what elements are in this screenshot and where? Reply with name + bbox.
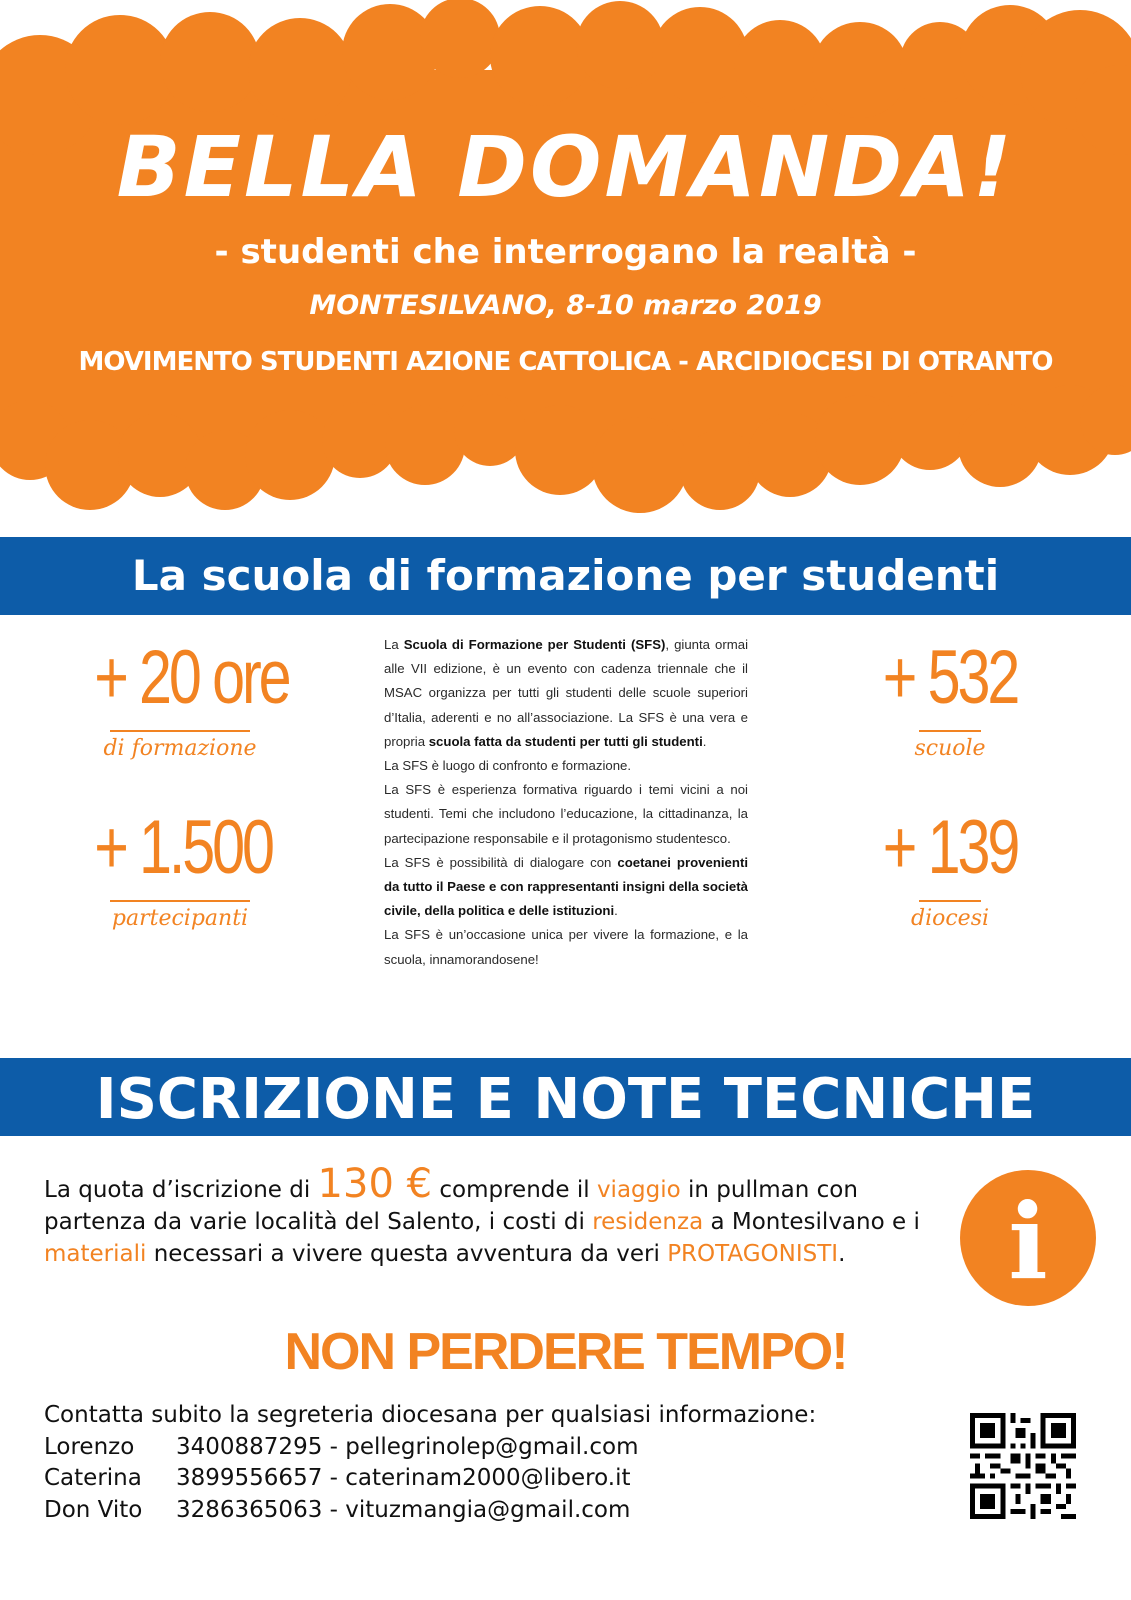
call-to-action: NON PERDERE TEMPO! (284, 1323, 847, 1381)
contact-details[interactable]: 3400887295 - pellegrinolep@gmail.com (176, 1433, 639, 1460)
text-bold: coetanei provenienti da tutto il Paese e con rappresentanti insigni della società civile, della politica e delle istituzioni (384, 854, 748, 919)
stat-schools (845, 635, 1055, 761)
keyword-travel: viaggio (596, 1177, 681, 1203)
stat-caption: diocesi (910, 906, 990, 931)
info-icon: i (960, 1170, 1096, 1306)
description-paragraph: La SFS è esperienza formativa riguardo i temi vicini a noi studenti. Temi che includono l’educazione, la cittadinanza, la partecipazione responsabile e il protagonismo studentesco. (384, 782, 748, 846)
text-span: La quota d’iscrizione di (44, 1177, 318, 1203)
text-span: a Montesilvano e i (703, 1209, 920, 1235)
stat-value: + 532 (882, 635, 1018, 720)
contact-row (44, 1432, 944, 1464)
school-section-heading: La scuola di formazione per studenti (0, 537, 1131, 615)
stat-value: + 20 ore (94, 635, 289, 720)
stat-caption: di formazione (103, 736, 257, 761)
stat-participants (70, 805, 290, 931)
contact-name: Don Vito (44, 1496, 143, 1523)
keyword-residence: residenza (592, 1209, 704, 1235)
text-span: . (838, 1241, 846, 1267)
text-bold: scuola fatta da studenti per tutti gli studenti (428, 733, 703, 749)
contact-name: Lorenzo (44, 1433, 135, 1460)
divider (919, 730, 981, 732)
school-description (384, 633, 748, 972)
stat-hours (70, 635, 290, 761)
qr-code-icon[interactable] (970, 1413, 1076, 1519)
stat-caption: partecipanti (111, 906, 249, 931)
registration-heading: ISCRIZIONE E NOTE TECNICHE (0, 1058, 1131, 1136)
divider (110, 900, 250, 902)
event-subtitle: - studenti che interrogano la realtà - (214, 232, 917, 272)
description-paragraph: La SFS è luogo di confronto e formazione. (384, 758, 632, 774)
event-dates: MONTESILVANO, 8-10 marzo 2019 (309, 290, 822, 321)
text-span: , giunta ormai alle VII edizione, è un evento con cadenza triennale che il MSAC organizza per tutti gli studenti delle scuole superiori d’Italia, aderenti e no all’associazione. La SFS è una vera e propria (384, 637, 748, 749)
text-span: La (384, 637, 404, 652)
text-span: comprende il (432, 1177, 597, 1203)
stat-caption: scuole (914, 736, 986, 761)
contacts-intro: Contatta subito la segreteria diocesana per qualsiasi informazione: (44, 1402, 817, 1428)
keyword-protagonists: PROTAGONISTI (667, 1241, 839, 1267)
contact-name: Caterina (44, 1465, 142, 1491)
text-span: . (702, 733, 707, 749)
text-span: La SFS è possibilità di dialogare con (384, 854, 618, 870)
text-span: necessari a vivere questa avventura da veri (146, 1241, 668, 1267)
divider (919, 900, 981, 902)
description-paragraph (384, 851, 748, 924)
stat-value: + 1.500 (94, 805, 272, 890)
stat-value: + 139 (882, 805, 1018, 890)
keyword-materials: materiali (44, 1241, 147, 1267)
text-bold: Scuola di Formazione per Studenti (SFS) (403, 637, 666, 652)
contact-details[interactable]: 3286365063 - vituzmangia@gmail.com (176, 1496, 631, 1523)
price: 130 € (317, 1161, 433, 1207)
divider (110, 730, 250, 732)
registration-text (44, 1161, 944, 1270)
contacts-block (44, 1400, 944, 1526)
text-span: in pullman con partenza da varie località del Salento, i costi di (44, 1177, 858, 1235)
contact-details[interactable]: 3899556657 - caterinam2000@libero.it (176, 1465, 631, 1491)
description-paragraph: La SFS è un’occasione unica per vivere la formazione, e la scuola, innamorandosene! (384, 927, 748, 967)
text-span: . (614, 903, 618, 919)
contact-row (44, 1495, 944, 1527)
description-paragraph (384, 633, 748, 754)
event-title: BELLA DOMANDA! (116, 118, 1015, 216)
contact-row (44, 1463, 944, 1495)
event-organizer: MOVIMENTO STUDENTI AZIONE CATTOLICA - ARCIDIOCESI DI OTRANTO (78, 347, 1053, 377)
stat-dioceses (845, 805, 1055, 931)
